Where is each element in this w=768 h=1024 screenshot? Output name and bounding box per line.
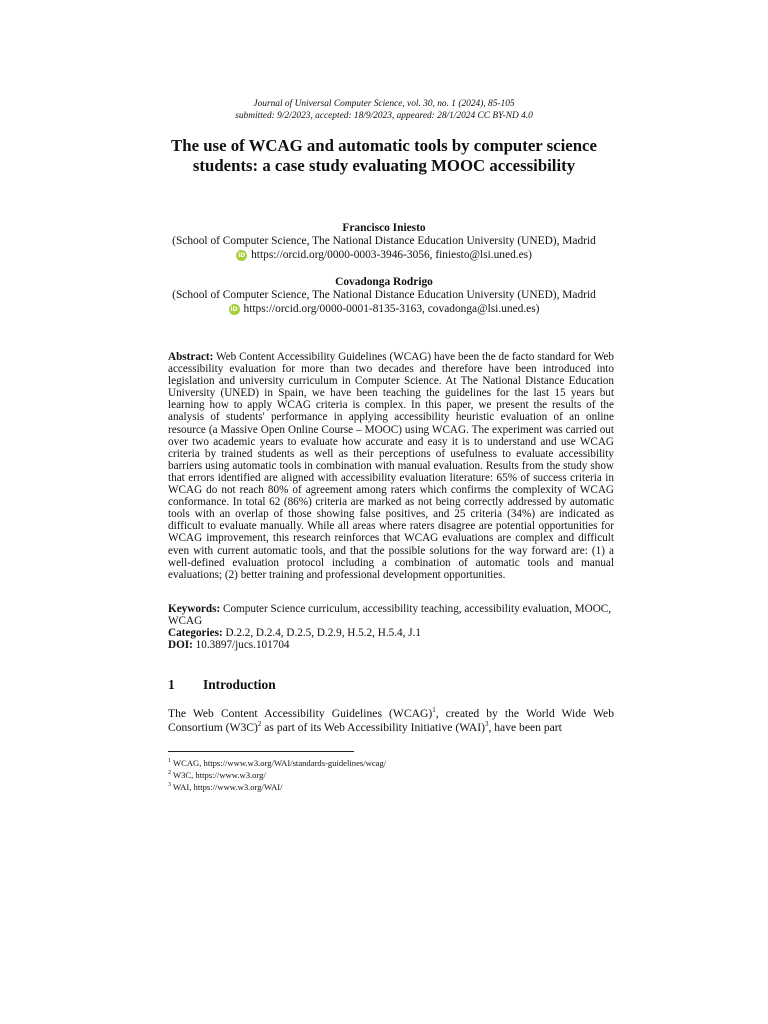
- paper-title: The use of WCAG and automatic tools by computer science students: a case study evaluating MOOC accessibility: [171, 136, 597, 175]
- orcid-icon[interactable]: iD: [238, 252, 246, 259]
- categories-label: Categories:: [168, 627, 223, 640]
- footnote: [168, 781, 614, 793]
- abstract-text: Web Content Accessibility Guidelines (WCAG) have been the de facto standard for Web accessibility evaluation for more than two decades and therefore have been introduced into legislation and university curriculum in Computer Science. At The National Distance Education University (UNED) in Spain, we have been teaching the guidelines for the last 15 years but learning how to apply WCAG criteria is complex. In this paper, we present the results of the analysis of students' performance in applying accessibility heuristic evaluation of an online resource (a Massive Open Online Course – MOOC) using WCAG. The experiment was carried out over two academic years to evaluate how accurate and easy it is to understand and use WCAG criteria by trained students as well as their perceptions of usefulness to evaluate accessibility barriers using automatic tools in combination with manual evaluation. Results from the study show that errors identified are aligned with accessibility evaluation literature: 65% of success criteria in WCAG do not reach 80% of agreement among raters which confirms the complexity of WCAG conformance. In total 62 (86%) criteria are marked as not being correctly addressed by automatic tools with an overlap of those showing false positives, and 25 criteria (34%) are indicated as difficult to evaluate manually. While all areas where raters disagree are potential opportunities for WCAG improvement, this research reinforces that WCAG evaluations are complex and difficult even with current automatic tools, and that the possible solutions for the way forward are: (1) a well-defined evaluation protocol including a combination of automatic tools and manual evaluations; (2) better training and professional development opportunities.: [168, 351, 614, 581]
- author-affiliation: (School of Computer Science, The National Distance Education University (UNED), Madrid: [172, 289, 596, 301]
- footnote: [168, 757, 614, 769]
- journal-citation: Journal of Universal Computer Science, vol. 30, no. 1 (2024), 85-105: [253, 99, 515, 109]
- author-affiliation: (School of Computer Science, The National Distance Education University (UNED), Madrid: [172, 235, 596, 247]
- orcid-icon[interactable]: iD: [230, 306, 238, 313]
- footnote-ref[interactable]: 2: [257, 720, 262, 729]
- intro-text: as part of its Web Accessibility Initiative (WAI): [261, 721, 485, 735]
- footnote-text[interactable]: W3C, https://www.w3.org/: [173, 770, 266, 781]
- categories: [168, 627, 614, 639]
- paper-metadata: [168, 603, 614, 651]
- author-name: Francisco Iniesto: [342, 222, 426, 234]
- intro-paragraph: [168, 707, 614, 735]
- doi: [168, 639, 614, 651]
- footnotes: [168, 757, 614, 793]
- footnote-text[interactable]: WAI, https://www.w3.org/WAI/: [173, 782, 283, 793]
- journal-dates: submitted: 9/2/2023, accepted: 18/9/2023, appeared: 28/1/2024 CC BY-ND 4.0: [235, 111, 533, 121]
- author-contact: [229, 303, 540, 316]
- intro-text: , have been part: [488, 721, 562, 735]
- keywords-text: Computer Science curriculum, accessibility teaching, accessibility evaluation, MOOC, WCAG: [168, 603, 612, 628]
- author-contact-text[interactable]: https://orcid.org/0000-0001-8135-3163, covadonga@lsi.uned.es): [243, 303, 540, 315]
- footnote-ref[interactable]: 1: [432, 706, 436, 715]
- author-contact: [236, 249, 532, 262]
- abstract-label: Abstract:: [168, 351, 214, 363]
- footnote-number: 3: [168, 782, 171, 789]
- section-title: Introduction: [203, 677, 276, 692]
- author-contact-text[interactable]: https://orcid.org/0000-0003-3946-3056, finiesto@lsi.uned.es): [251, 249, 532, 261]
- doi-label: DOI:: [168, 639, 193, 652]
- abstract: [168, 351, 614, 581]
- journal-header: [168, 98, 600, 122]
- section-heading: [168, 677, 614, 693]
- intro-text: The Web Content Accessibility Guidelines (WCAG): [168, 707, 433, 720]
- author-block: [160, 222, 608, 262]
- keywords-label: Keywords:: [168, 603, 221, 615]
- footnote-number: 2: [168, 770, 171, 777]
- author-name: Covadonga Rodrigo: [335, 276, 433, 288]
- doi-text[interactable]: 10.3897/jucs.101704: [195, 639, 290, 652]
- footnote-number: 1: [168, 758, 171, 765]
- footnote: [168, 769, 614, 781]
- section-number: 1: [168, 677, 175, 692]
- footnote-ref[interactable]: 3: [484, 720, 489, 729]
- intro-text: , created by the World Wide Web Consortium (W3C): [168, 707, 614, 735]
- author-block: [160, 276, 608, 316]
- keywords: [168, 603, 614, 627]
- categories-text: D.2.2, D.2.4, D.2.5, D.2.9, H.5.2, H.5.4, J.1: [225, 627, 421, 640]
- footnote-divider: [168, 751, 354, 752]
- footnote-text[interactable]: WCAG, https://www.w3.org/WAI/standards-guidelines/wcag/: [173, 758, 387, 768]
